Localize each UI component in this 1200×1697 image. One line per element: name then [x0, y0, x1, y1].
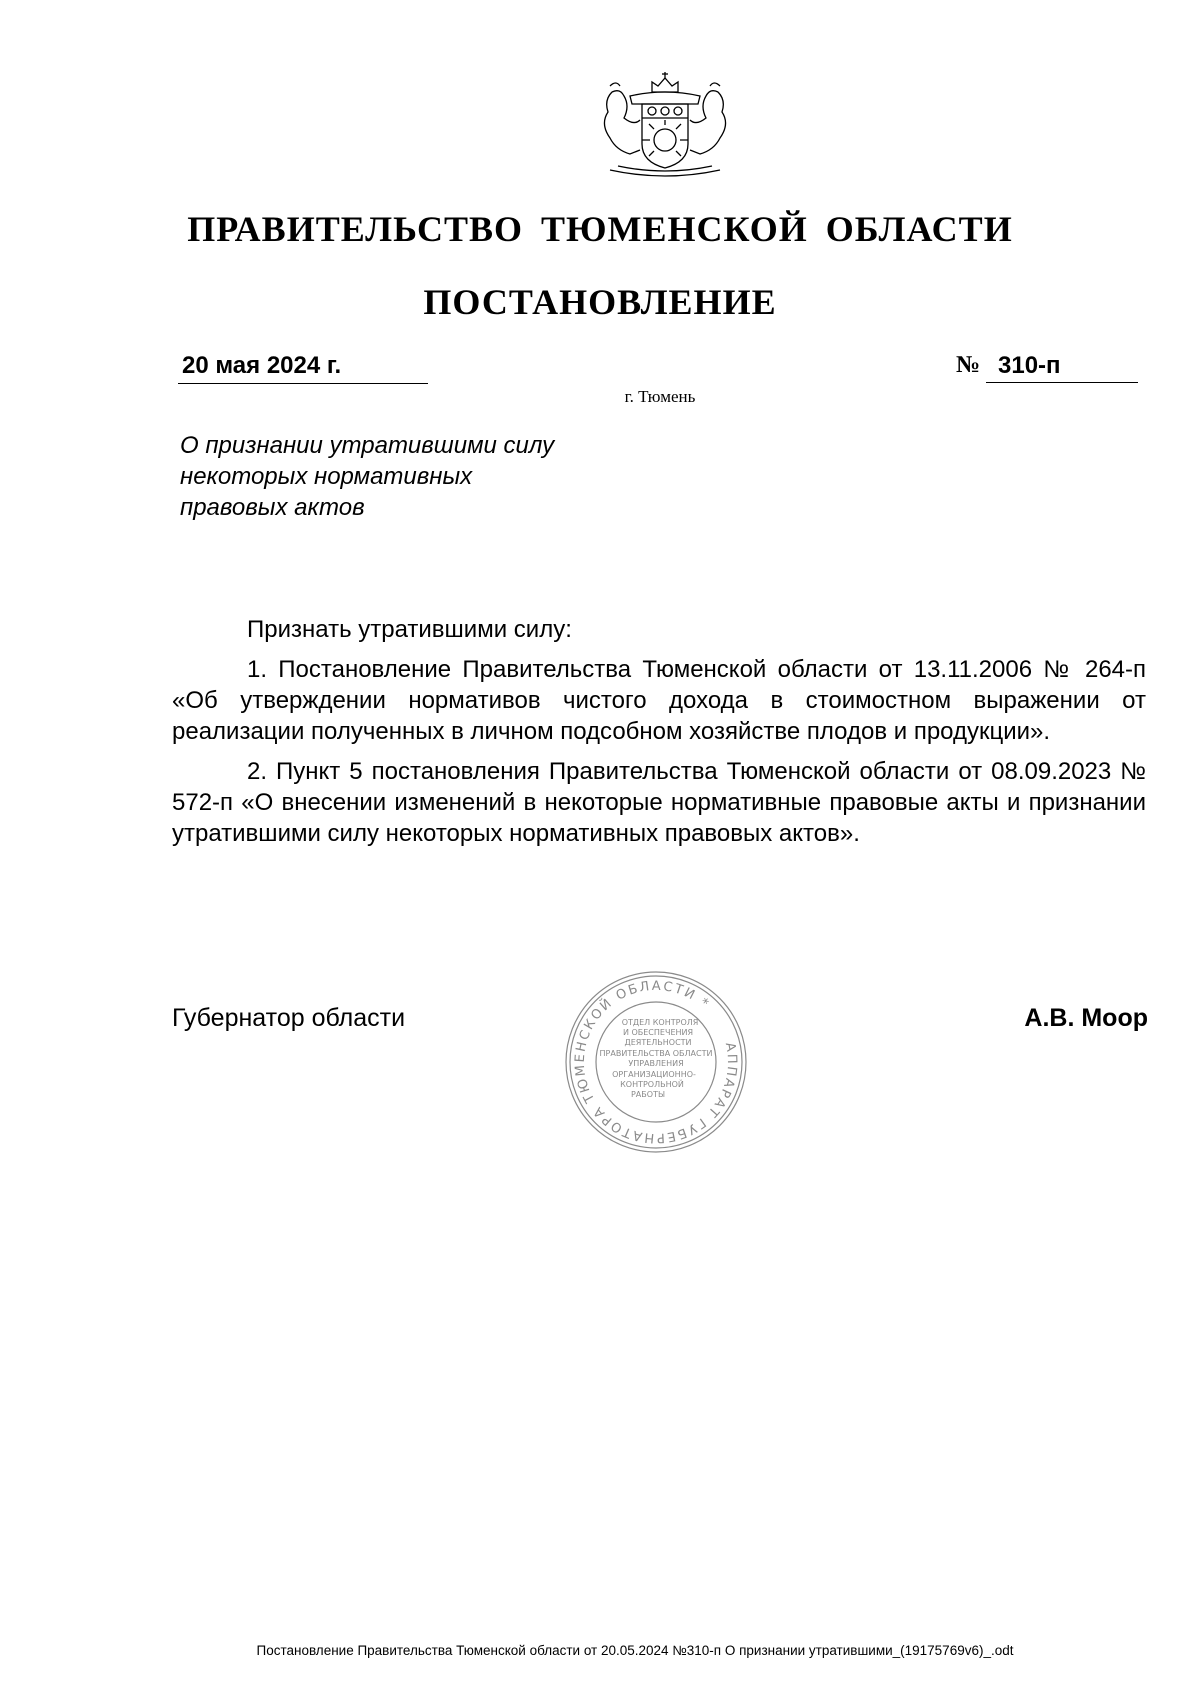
body-intro: Признать утратившими силу: — [247, 616, 572, 643]
city: г. Тюмень — [624, 387, 696, 406]
stamp-outer-text: АППАРАТ ГУБЕРНАТОРА ТЮМЕНСКОЙ ОБЛАСТИ * — [572, 978, 740, 1146]
date-field — [178, 352, 428, 384]
stamp-inner-line: ОРГАНИЗАЦИОННО- — [612, 1070, 696, 1079]
official-stamp — [561, 967, 751, 1157]
document-number: 310-п — [998, 352, 1061, 379]
subject-line: некоторых нормативных — [180, 463, 473, 490]
document-body — [172, 614, 1146, 849]
stamp-inner-line: ОТДЕЛ КОНТРОЛЯ — [621, 1018, 699, 1027]
number-underline — [986, 382, 1138, 383]
subject-line: правовых актов — [180, 494, 365, 521]
subject-line: О признании утратившими силу — [180, 432, 555, 459]
stamp-inner-line: УПРАВЛЕНИЯ — [628, 1059, 684, 1068]
document-date: 20 мая 2024 г. — [182, 352, 342, 379]
stamp-inner-line: ПРАВИТЕЛЬСТВА ОБЛАСТИ — [599, 1049, 713, 1058]
footer-filename: Постановление Правительства Тюменской области от 20.05.2024 №310-п О признании утратившими_(19175769v6)_.odt — [256, 1643, 1014, 1658]
document-type: ПОСТАНОВЛЕНИЕ — [423, 282, 777, 322]
number-field — [956, 352, 1138, 383]
body-item: 1. Постановление Правительства Тюменской области от 13.11.2006 № 264-п «Об утверждении нормативов чистого дохода в стоимостном выражении от реализации полученных в личном подсобном хозяйстве плодов и продукции». — [172, 656, 1146, 745]
signer-title: Губернатор области — [172, 1004, 406, 1032]
stamp-inner-line: И ОБЕСПЕЧЕНИЯ — [622, 1028, 694, 1037]
stamp-inner-line: КОНТРОЛЬНОЙ — [620, 1080, 684, 1089]
organization-title: ПРАВИТЕЛЬСТВО ТЮМЕНСКОЙ ОБЛАСТИ — [187, 209, 1013, 249]
signer-name: А.В. Моор — [1024, 1004, 1148, 1032]
body-item: 2. Пункт 5 постановления Правительства Тюменской области от 08.09.2023 № 572-п «О внесении изменений в некоторые нормативные правовые акты и признании утратившими силу некоторых нормативных правовых актов». — [172, 758, 1146, 847]
stamp-inner-line: ДЕЯТЕЛЬНОСТИ — [624, 1038, 692, 1047]
subject-heading — [180, 430, 650, 523]
number-sign: № — [956, 352, 981, 378]
stamp-inner-line: РАБОТЫ — [630, 1090, 666, 1099]
coat-of-arms-icon — [590, 70, 740, 190]
